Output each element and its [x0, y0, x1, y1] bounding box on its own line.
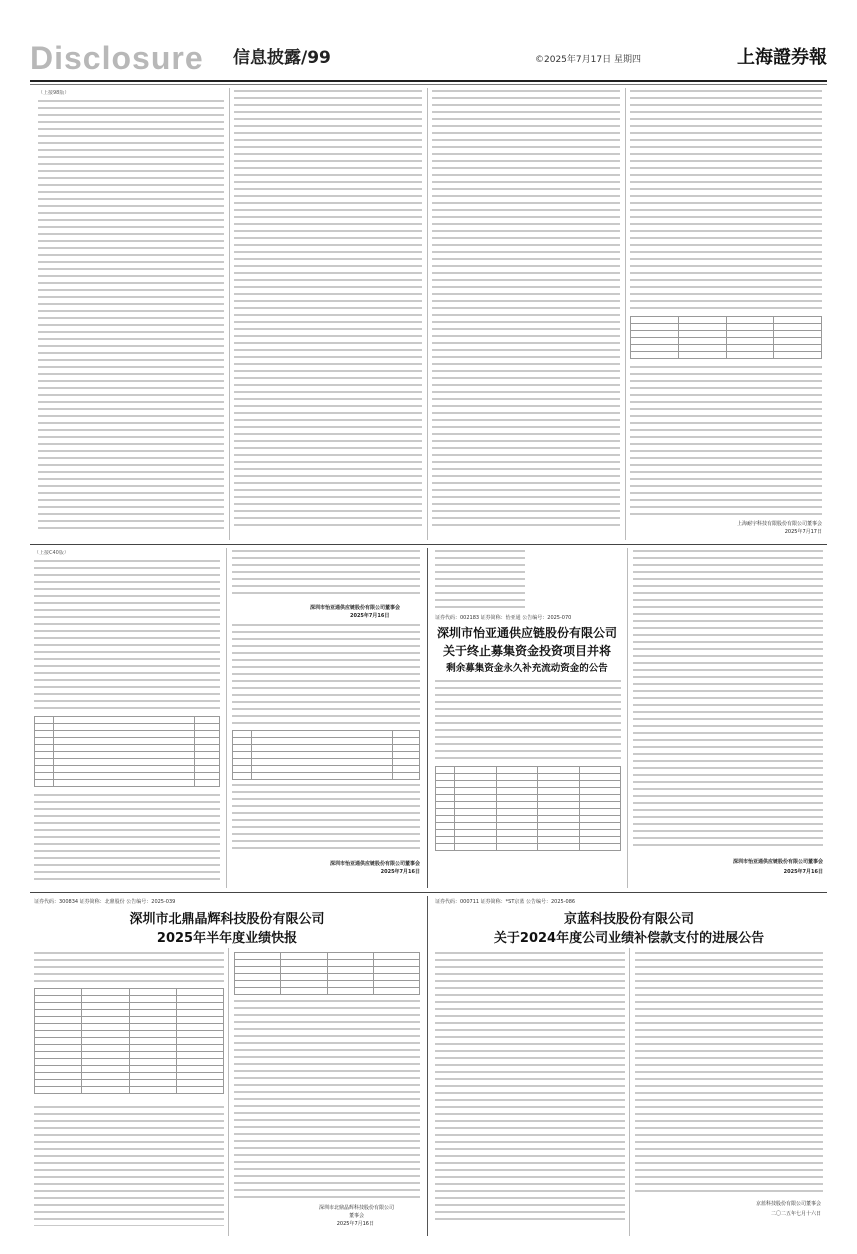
column-divider — [226, 548, 227, 888]
signature: 深圳市怡亚通供应链股份有限公司董事会 — [732, 859, 823, 865]
masthead — [30, 40, 827, 78]
section-title: 信息披露/99 — [233, 48, 331, 68]
column-divider — [627, 548, 628, 888]
signature-date: 2025年7月16日 — [336, 1221, 374, 1227]
signature-date: 二〇二五年七月十六日 — [770, 1211, 821, 1217]
notice-title: 2025年半年度业绩快报 — [156, 931, 298, 946]
bottom-left-notice — [30, 896, 424, 1236]
column-divider — [625, 88, 626, 540]
notice-title: 深圳市怡亚通供应链股份有限公司 — [436, 626, 617, 640]
notice-title: 剩余募集资金永久补充流动资金的公告 — [446, 663, 608, 674]
signature: 深圳市北鼎晶辉科技股份有限公司 — [318, 1205, 394, 1211]
signature: 京蓝科技股份有限公司董事会 — [755, 1201, 821, 1207]
notice-title: 关于2024年度公司业绩补偿款支付的进展公告 — [493, 931, 765, 946]
text-column — [435, 952, 625, 1222]
text-column — [234, 90, 422, 530]
text-column — [232, 624, 420, 724]
data-table — [630, 316, 822, 359]
notice-title: 深圳市北鼎晶辉科技股份有限公司 — [129, 912, 325, 927]
data-table — [234, 952, 420, 995]
mid-right-notice — [431, 548, 827, 888]
mid-left-notice — [30, 548, 424, 888]
opening-text: （上接98版） — [38, 90, 70, 96]
text-column — [630, 366, 822, 516]
notice-id-line: 证券代码：300834 证券简称：北鼎股份 公告编号：2025-039 — [34, 899, 176, 905]
signature-role: 董事会 — [348, 1213, 364, 1219]
issue-date: ©2025年7月17日 星期四 — [535, 55, 641, 65]
top-notice — [30, 88, 827, 540]
column-divider — [228, 948, 229, 1236]
text-column — [232, 784, 420, 854]
signature-date: 2025年7月16日 — [783, 869, 823, 875]
text-column — [34, 1106, 224, 1226]
text-column — [635, 952, 823, 1192]
opening-text: （上接C40版） — [34, 550, 69, 556]
notice-id-line: 证券代码：002183 证券简称：怡亚通 公告编号：2025-070 — [435, 615, 572, 621]
notice-title: 京蓝科技股份有限公司 — [563, 912, 694, 927]
signature-date: 2025年7月16日 — [380, 869, 420, 875]
data-table — [34, 988, 224, 1094]
bottom-right-notice — [431, 896, 827, 1236]
masthead-rule — [30, 80, 827, 82]
text-column — [435, 680, 621, 760]
signature-date: 2025年7月17日 — [784, 529, 822, 535]
disclosure-logo: Disclosure — [30, 40, 204, 76]
section-divider — [427, 548, 428, 888]
text-column — [630, 90, 822, 310]
column-divider — [229, 88, 230, 540]
data-table — [232, 730, 420, 780]
data-table — [34, 716, 220, 787]
data-table — [435, 766, 621, 851]
section-divider — [427, 896, 428, 1236]
text-column — [232, 550, 420, 598]
column-divider — [629, 948, 630, 1236]
text-column — [432, 90, 620, 530]
text-column — [34, 952, 224, 982]
masthead-rule-thin — [30, 84, 827, 85]
text-column — [633, 550, 823, 850]
text-column — [38, 100, 224, 530]
section-rule — [30, 544, 827, 545]
notice-id-line: 证券代码：000711 证券简称：*ST京蓝 公告编号：2025-086 — [435, 899, 576, 905]
column-divider — [427, 88, 428, 540]
signature: 深圳市怡亚通供应链股份有限公司董事会 — [329, 861, 420, 867]
text-column — [34, 794, 220, 884]
text-column — [34, 560, 220, 710]
notice-title: 关于终止募集资金投资项目并将 — [442, 644, 611, 658]
signature: 上海耐宇科技有限股份有限公司董事会 — [736, 521, 822, 527]
text-column — [234, 1000, 420, 1200]
signature-date: 2025年7月16日 — [350, 613, 390, 619]
newspaper-brand: 上海證券報 — [737, 47, 827, 68]
signature: 深圳市怡亚通供应链股份有限公司董事会 — [310, 605, 401, 611]
section-rule — [30, 892, 827, 893]
text-column — [435, 550, 525, 610]
